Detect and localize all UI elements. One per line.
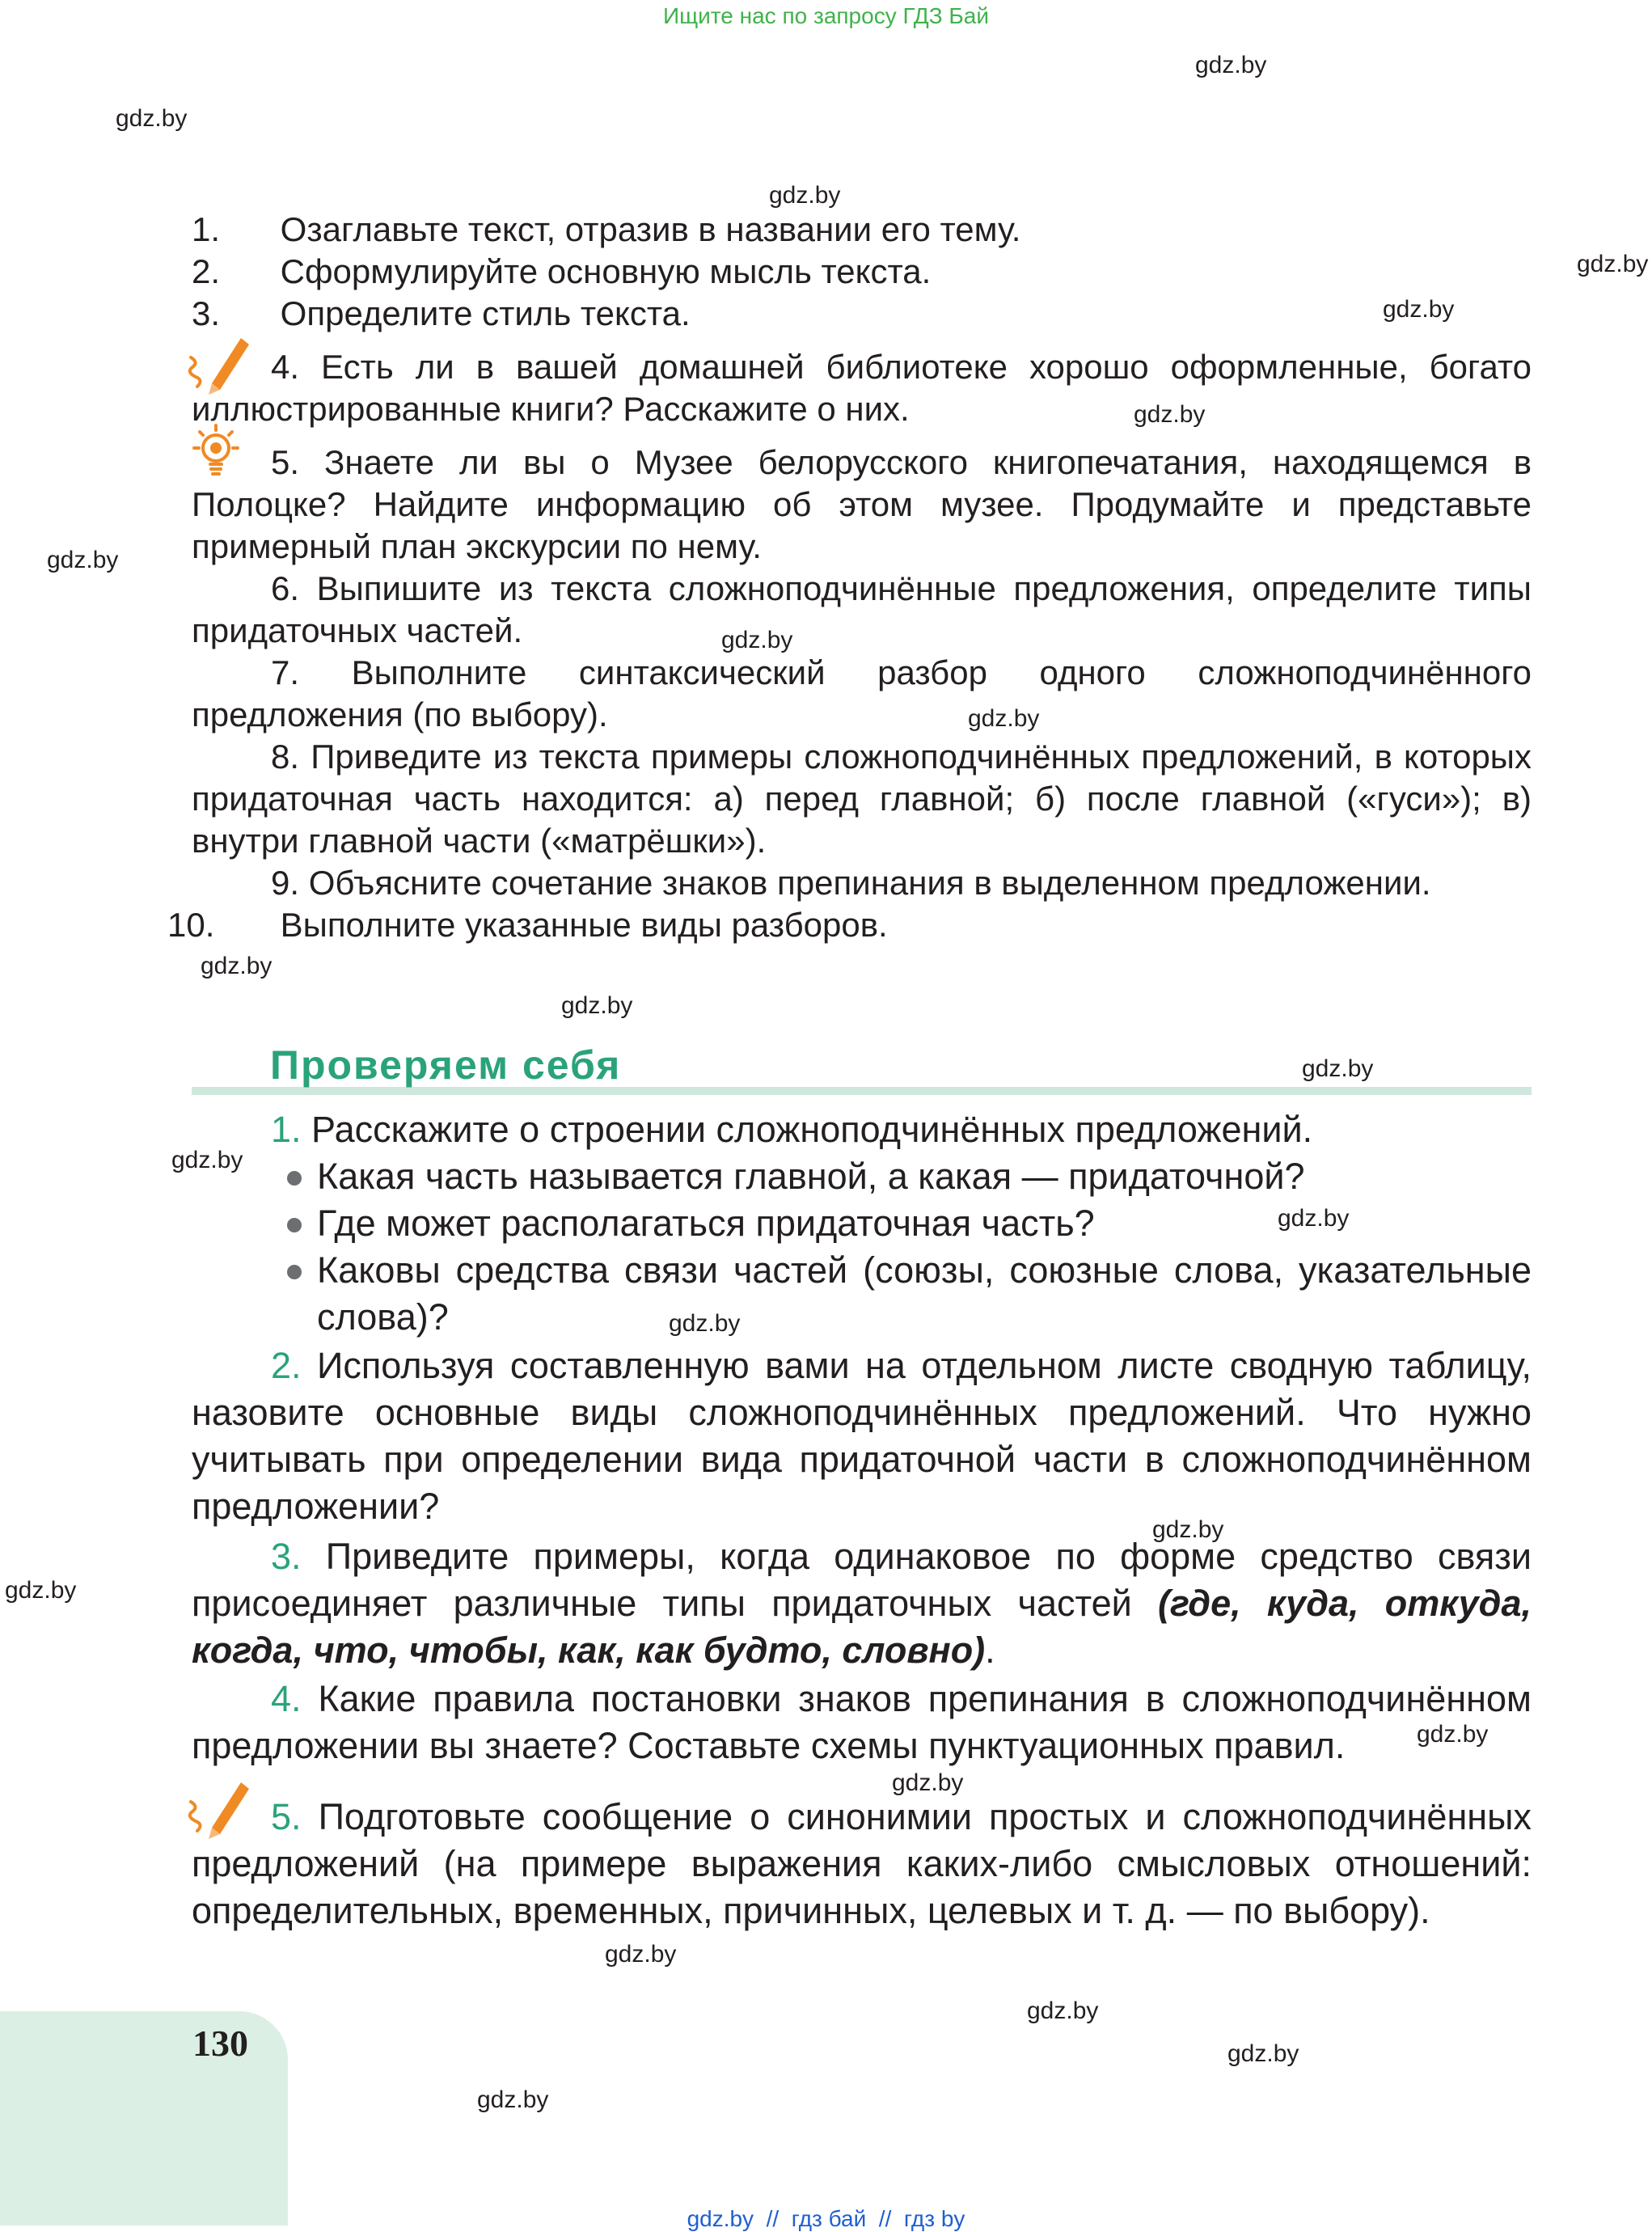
- watermark: gdz.by: [561, 992, 633, 1019]
- task-number: 5.: [271, 443, 300, 481]
- task-number: 10.: [167, 906, 215, 944]
- task-item: [192, 652, 1532, 736]
- question-emphasis: (где, куда, откуда, когда, что, чтобы, как, как будто, словно): [192, 1583, 1532, 1671]
- task-item: [192, 862, 1532, 904]
- question-number: 1.: [271, 1109, 302, 1150]
- task-item: [192, 209, 1532, 251]
- watermark: gdz.by: [1027, 1997, 1099, 2024]
- watermark: gdz.by: [605, 1941, 677, 1968]
- question-number: 3.: [271, 1536, 302, 1577]
- task-text: Сформулируйте основную мысль текста.: [280, 252, 932, 290]
- review-question: [192, 1342, 1532, 1530]
- task-item: [192, 442, 1532, 568]
- task-number: 1.: [192, 210, 221, 248]
- watermark: gdz.by: [968, 705, 1040, 732]
- question-text: Какие правила постановки знаков препинания в сложноподчинённом предложении вы знаете? Составьте схемы пунктуационных правил.: [192, 1678, 1532, 1766]
- task-item: [167, 904, 1532, 946]
- task-item: [192, 293, 1532, 335]
- watermark: gdz.by: [1383, 296, 1455, 323]
- question-text: Подготовьте сообщение о синонимии простых и сложноподчинённых предложений (на примере выражения каких-либо смысловых отношений: определительных, временных, причинных, целевых и т. д. — по выбору).: [192, 1796, 1532, 1931]
- watermark: gdz.by: [1227, 2040, 1299, 2067]
- watermark: gdz.by: [721, 627, 793, 653]
- question-number: 4.: [271, 1678, 302, 1719]
- task-item: [192, 346, 1532, 430]
- task-text: Озаглавьте текст, отразив в названии его тему.: [280, 210, 1021, 248]
- page-number: 130: [192, 2023, 248, 2064]
- bullet-item: Какая часть называется главной, а какая — придаточной?: [317, 1156, 1305, 1197]
- watermark: gdz.by: [1302, 1055, 1374, 1082]
- task-text: Приведите из текста примеры сложноподчинённых предложений, в которых придаточная часть находится: а) перед главной; б) после главной («гуси»); в) внутри главной части («матрёшки»).: [192, 738, 1532, 860]
- question-number: 2.: [271, 1345, 302, 1386]
- review-question: [192, 1533, 1532, 1674]
- question-number: 5.: [271, 1796, 302, 1837]
- task-text: Есть ли в вашей домашней библиотеке хорошо оформленные, богато иллюстрированные книги? Расскажите о них.: [192, 348, 1532, 428]
- review-question: [192, 1676, 1532, 1769]
- task-text: Объясните сочетание знаков препинания в выделенном предложении.: [308, 864, 1431, 902]
- watermark: gdz.by: [669, 1310, 741, 1337]
- task-number: 6.: [271, 569, 300, 607]
- watermark: gdz.by: [116, 105, 188, 132]
- bullet-item: Где может располагаться придаточная часть?: [317, 1203, 1095, 1244]
- task-text: Определите стиль текста.: [280, 294, 691, 332]
- watermark: gdz.by: [1134, 401, 1206, 428]
- task-text: Выполните синтаксический разбор одного сложноподчинённого предложения (по выбору).: [192, 653, 1532, 733]
- task-text: Знаете ли вы о Музее белорусского книгопечатания, находящемся в Полоцке? Найдите информацию об этом музее. Продумайте и представьте примерный план экскурсии по нему.: [192, 443, 1532, 565]
- bullet-dot: [287, 1218, 302, 1232]
- task-text: Выпишите из текста сложноподчинённые предложения, определите типы придаточных частей.: [192, 569, 1532, 649]
- watermark: gdz.by: [477, 2086, 549, 2113]
- watermark: gdz.by: [1195, 52, 1267, 78]
- task-text: Выполните указанные виды разборов.: [280, 906, 888, 944]
- review-question: [192, 1794, 1532, 1934]
- task-number: 7.: [271, 653, 300, 691]
- watermark: gdz.by: [201, 953, 273, 979]
- task-number: 4.: [271, 348, 300, 386]
- bullet-item: Каковы средства связи частей (союзы, союзные слова, указательные слова)?: [317, 1249, 1532, 1338]
- review-question: [192, 1106, 1532, 1153]
- watermark: gdz.by: [171, 1147, 243, 1173]
- bullet-dot: [287, 1265, 302, 1279]
- task-item: [192, 568, 1532, 652]
- watermark: gdz.by: [5, 1577, 77, 1604]
- task-item: [192, 251, 1532, 293]
- task-number: 2.: [192, 252, 221, 290]
- bullet-dot: [287, 1171, 302, 1186]
- watermark: gdz.by: [1577, 251, 1649, 277]
- section-header: [192, 1042, 1532, 1106]
- watermark: gdz.by: [769, 182, 841, 209]
- watermark: gdz.by: [1417, 1721, 1489, 1748]
- task-number: 8.: [271, 738, 300, 776]
- task-number: 3.: [192, 294, 221, 332]
- question-text: Расскажите о строении сложноподчинённых предложений.: [311, 1109, 1313, 1150]
- watermark: gdz.by: [1278, 1205, 1350, 1232]
- task-item: [192, 736, 1532, 862]
- watermark: gdz.by: [1152, 1516, 1224, 1543]
- task-number: 9.: [271, 864, 300, 902]
- question-text: Приведите примеры, когда одинаковое по форме средство связи присоединяет различные типы придаточных частей: [192, 1536, 1532, 1624]
- question-end: .: [985, 1630, 995, 1671]
- footer-links[interactable]: gdz.by // гдз бай // гдз by: [687, 2206, 965, 2231]
- watermark: gdz.by: [892, 1769, 964, 1796]
- section-title: Проверяем себя: [270, 1042, 622, 1088]
- top-banner: Ищите нас по запросу ГДЗ Бай: [662, 3, 990, 28]
- watermark: gdz.by: [47, 547, 119, 573]
- question-text: Используя составленную вами на отдельном листе сводную таблицу, назовите основные виды сложноподчинённых предложений. Что нужно учитывать при определении вида придаточной части в сложноподчинённом предложении?: [192, 1345, 1532, 1527]
